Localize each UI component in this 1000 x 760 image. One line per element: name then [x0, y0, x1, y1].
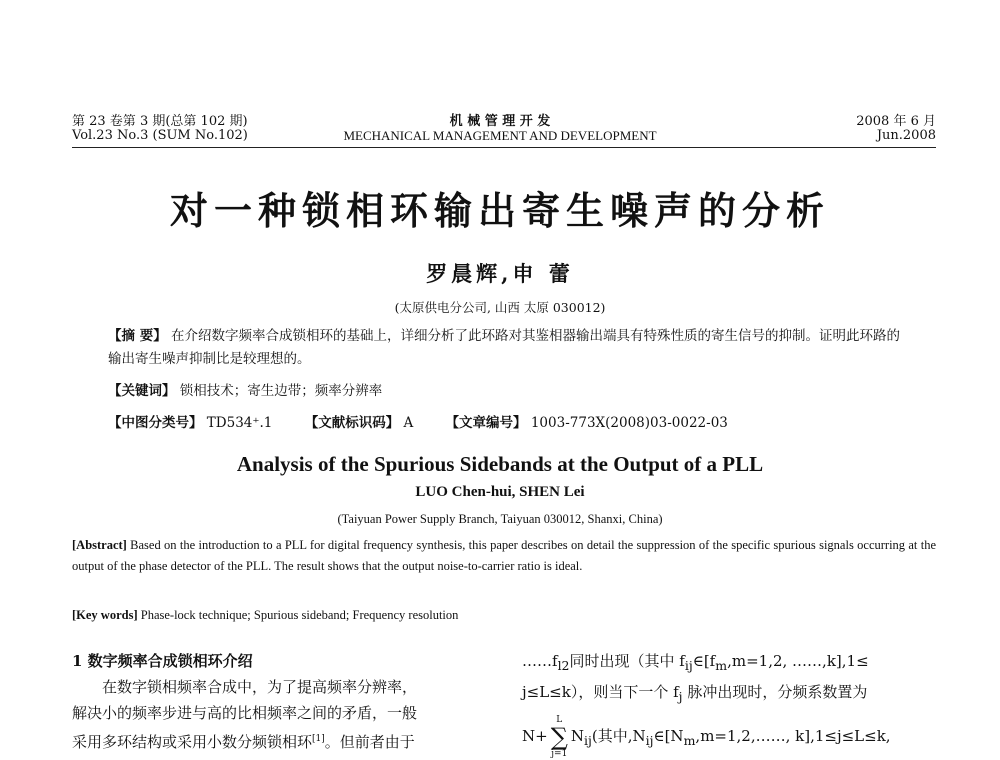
article-no-tag: 【文章编号】: [445, 415, 527, 431]
body-line-formula: N+ L ∑ j=1 $N_{ij}$(其中$,N_{ij}\in[N_m,m=1,2,\dots\dots$, k],1≤j≤L≤k,: [522, 715, 891, 759]
header-journal-cn: 机 械 管 理 开 发: [449, 114, 551, 129]
class-tag: 【中图分类号】: [108, 415, 203, 431]
authors-en: LUO Chen-hui, SHEN Lei: [415, 484, 585, 500]
class-value: TD534⁺.1: [206, 415, 273, 431]
doc-code-tag: 【文献标识码】: [304, 415, 400, 431]
body-line: j≤L≤k），则当下一个 $f_j$ 脉冲出现时，分频系数置为: [522, 683, 868, 704]
body-line: 在数字锁相频率合成中，为了提高频率分辨率，: [102, 678, 418, 696]
page-title-en: Analysis of the Spurious Sidebands at the Output of a PLL: [236, 452, 764, 476]
affiliation-en: (Taiyuan Power Supply Branch, Taiyuan 030012, Shanxi, China): [337, 512, 663, 526]
keywords-cn-tag: 【关键词】: [108, 383, 176, 399]
page-title-cn: 对一种锁相环输出寄生噪声的分析: [169, 188, 830, 233]
doc-code-value: A: [403, 415, 414, 431]
abstract-cn-text: 在介绍数字频率合成锁相环的基础上，详细分析了此环路对其鉴相器输出端具有特殊性质的寄生信号的抑制。证明此环路的输出寄生噪声抑制比是较理想的。: [108, 328, 900, 367]
abstract-cn-tag: 【摘 要】: [108, 328, 167, 344]
body-line: $\dots\dots f_{l2}$同时出现（其中 $f_{ij}\in[f_m,m=1,2$, ……,k],1≤: [522, 652, 869, 673]
summation-symbol: L ∑ j=1: [550, 715, 568, 759]
header-date-cn: 2008 年 6 月: [856, 114, 936, 129]
keywords-en-tag: [Key words]: [72, 608, 138, 622]
keywords-cn: [108, 379, 382, 399]
affiliation-cn: (太原供电分公司, 山西 太原 030012): [394, 300, 606, 315]
header-volume-cn: 第 23 卷第 3 期(总第 102 期): [72, 114, 248, 129]
body-line: 采用多环结构或采用小数分频锁相环[1]。但前者由于: [72, 733, 415, 751]
citation-ref[interactable]: [1]: [312, 734, 325, 744]
body-right-column: [522, 648, 936, 760]
header-journal-en: MECHANICAL MANAGEMENT AND DEVELOPMENT: [343, 128, 657, 143]
keywords-cn-text: 锁相技术；寄生边带；频率分辨率: [179, 383, 383, 399]
keywords-en: [72, 608, 936, 623]
abstract-en-tag: [Abstract]: [72, 538, 127, 552]
abstract-en: [72, 535, 936, 577]
section-heading: 1 数字频率合成锁相环介绍: [72, 652, 253, 670]
header-rule: [72, 147, 936, 148]
body-line: 解决小的频率步进与高的比相频率之间的矛盾，一般: [72, 704, 418, 722]
abstract-en-text: Based on the introduction to a PLL for digital frequency synthesis, this paper describes on detail the suppression of the specific spurious signals occurring at the output of the phase detector of the PLL. The result shows that the output noise-to-carrier ratio is ideal.: [72, 538, 936, 573]
keywords-en-text: Phase-lock technique; Spurious sideband; Frequency resolution: [140, 608, 459, 622]
header-volume-en: Vol.23 No.3 (SUM No.102): [72, 128, 248, 143]
body-left-column: [72, 648, 492, 755]
header-date-en: Jun.2008: [876, 128, 936, 143]
authors-cn: 罗晨辉,申 蕾: [426, 261, 574, 286]
abstract-cn: [108, 325, 913, 371]
article-no-value: 1003-773X(2008)03-0022-03: [530, 415, 728, 431]
classification-row: [108, 411, 728, 431]
